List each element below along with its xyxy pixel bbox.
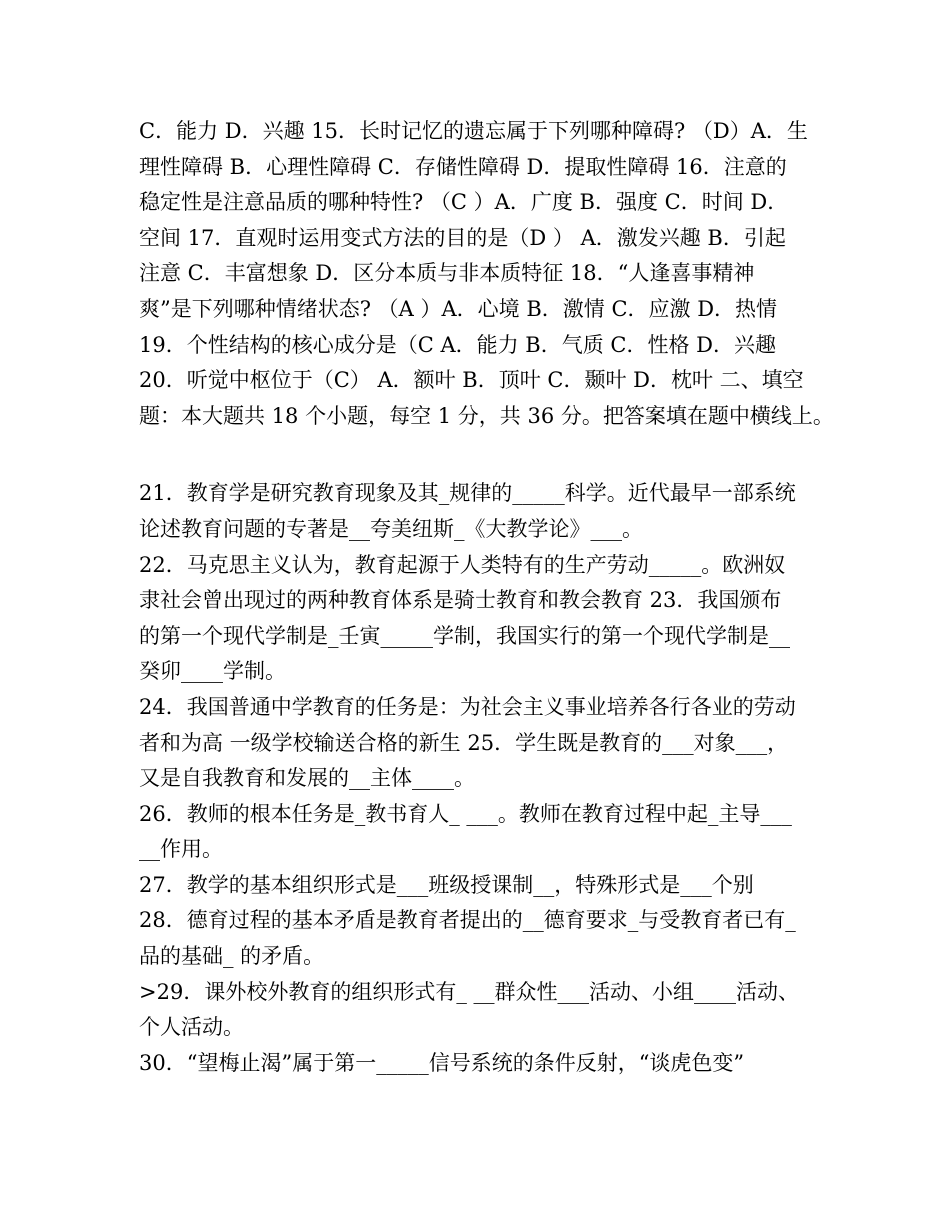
text-line: C．能力 D．兴趣 15．长时记忆的遗忘属于下列哪种障碍? （D）A．生 (139, 119, 808, 143)
text-line: 21．教育学是研究教育现象及其_规律的_____科学。近代最早一部系统 (139, 481, 796, 506)
paragraph-gap (139, 434, 829, 476)
text-line: 爽”是下列哪种情绪状态? （A ）A．心境 B．激情 C．应激 D．热情 (139, 296, 778, 321)
text-line: 品的基础_ 的矛盾。 (139, 944, 325, 969)
text-line: 的第一个现代学制是_壬寅_____学制，我国实行的第一个现代学制是__ (139, 623, 790, 648)
text-line: 稳定性是注意品质的哪种特性? （C ）A．广度 B．强度 C．时间 D． (139, 190, 789, 215)
text-line: 30．“望梅止渴”属于第一_____信号系统的条件反射，“谈虎色变” (139, 1050, 745, 1075)
text-line: 理性障碍 B．心理性障碍 C．存储性障碍 D．提取性障碍 16．注意的 (139, 154, 787, 179)
text-line: 癸卯____学制。 (139, 659, 286, 684)
text-line: 19．个性结构的核心成分是（C A．能力 B．气质 C．性格 D．兴趣 (139, 332, 776, 357)
text-line: 个人活动。 (139, 1015, 244, 1040)
text-line: 24．我国普通中学教育的任务是：为社会主义事业培养各行各业的劳动 (139, 694, 796, 719)
text-line: 空间 17．直观时运用变式方法的目的是（D ） A．激发兴趣 B．引起 (139, 225, 786, 250)
text-line: 27．教学的基本组织形式是___班级授课制__，特殊形式是___个别 (139, 872, 754, 897)
text-line: 20．听觉中枢位于（C） A．额叶 B．顶叶 C．颞叶 D．枕叶 二、填空 (139, 368, 804, 393)
text-line: 论述教育问题的专著是__夸美纽斯_《大教学论》___。 (139, 516, 643, 541)
document-text (139, 114, 834, 1081)
text-line: 者和为高 一级学校输送合格的新生 25．学生既是教育的___对象___， (139, 730, 789, 755)
text-line: >29．课外校外教育的组织形式有_ __群众性___活动、小组____活动、 (139, 979, 799, 1004)
text-line: 隶社会曾出现过的两种教育体系是骑士教育和教会教育 23．我国颁布 (139, 588, 782, 613)
text-line: 注意 C．丰富想象 D．区分本质与非本质特征 18．“人逢喜事精神 (139, 261, 755, 286)
text-line: 28．德育过程的基本矛盾是教育者提出的__德育要求_与受教育者已有_ (139, 908, 796, 933)
text-line: __作用。 (139, 837, 223, 862)
text-line: 又是自我教育和发展的__主体____。 (139, 766, 475, 791)
text-line: 22．马克思主义认为，教育起源于人类特有的生产劳动_____。欧洲奴 (139, 552, 786, 577)
text-line: 题：本大题共 18 个小题，每空 1 分，共 36 分。把答案填在题中横线上。 (139, 403, 834, 428)
text-line: 26．教师的根本任务是_教书育人_ ___。教师在教育过程中起_主导___ (139, 801, 792, 826)
